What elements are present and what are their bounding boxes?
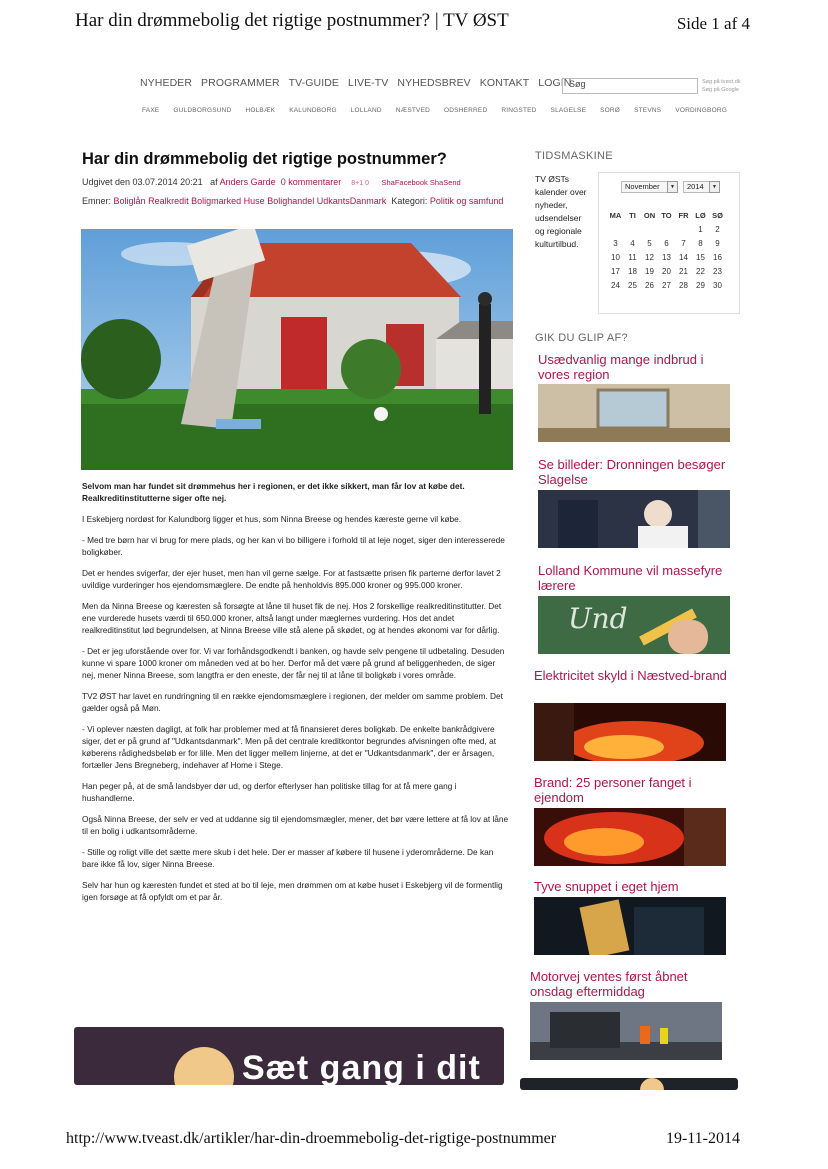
calendar-day[interactable]: 4 [630,239,635,248]
topic-link-boligmarked[interactable]: Boligmarked [191,196,242,206]
building-fire-photo [534,808,726,866]
author-link[interactable]: Anders Garde [219,177,276,187]
category-link[interactable]: Politik og samfund [429,196,504,206]
calendar-day[interactable]: 23 [713,267,722,276]
month-dropdown-icon[interactable]: ▼ [667,181,678,193]
time-machine-title: TIDSMASKINE [535,150,613,162]
article-paragraph: TV2 ØST har lavet en rundringning til en række ejendomsmæglere i regionen, der melder om samme problem. Det gælder også på Møn. [82,691,503,713]
news-link[interactable]: Tyve snuppet i eget hjem [534,879,679,894]
topic-link-boliglan[interactable]: Boliglån [113,196,146,206]
chalk-text: Und [568,602,628,635]
police-badge-photo [534,897,726,955]
region-item-stevns[interactable]: STEVNS [634,107,662,114]
hand-icon [668,620,708,654]
topics-label: Emner: [82,196,112,206]
nav-item-nyhedsbrev[interactable]: NYHEDSBREV [397,77,471,89]
news-thumbnail[interactable] [534,703,726,761]
region-nav [142,107,727,114]
weekday-header: ON [643,211,656,220]
calendar-day[interactable]: 18 [628,267,637,276]
month-select[interactable]: November [621,181,671,193]
weekday-header: LØ [695,211,706,220]
calendar-day[interactable]: 21 [679,267,688,276]
article-paragraph: - Stille og roligt ville det sætte mere skub i det hele. Der er masser af købere til husene i yderområderne. De kan bare ikke få lov, siger Ninna Breese. [82,847,494,869]
news-link[interactable]: Lolland Kommune vil massefyre lærere [538,563,723,593]
calendar-day[interactable]: 25 [628,281,637,290]
missed-title: GIK DU GLIP AF? [535,332,628,344]
region-item-naestved[interactable]: NÆSTVED [395,107,431,114]
print-url: http://www.tveast.dk/artikler/har-din-droemmebolig-det-rigtige-postnummer [66,1130,557,1147]
calendar-day[interactable]: 22 [696,267,705,276]
calendar-day[interactable]: 26 [645,281,654,290]
calendar-day[interactable]: 19 [645,267,654,276]
region-item-ringsted[interactable]: RINGSTED [501,107,537,114]
year-select[interactable]: 2014 [683,181,713,193]
calendar-day[interactable]: 1 [698,225,703,234]
print-header-title: Har din drømmebolig det rigtige postnummer? | TV ØST [75,10,509,31]
weekday-header: TI [629,211,636,220]
article-lead: Selvom man har fundet sit drømmehus her i regionen, er det ikke sikkert, man får lov at købe det. Realkreditinstitutterne siger ofte nej. [82,481,465,503]
article-body [82,480,510,912]
calendar-day[interactable]: 28 [679,281,688,290]
calendar-day[interactable]: 13 [662,253,671,262]
calendar-empty-cell [607,225,624,234]
print-date: 19-11-2014 [665,1130,740,1147]
window-photo [538,384,730,442]
nav-item-nyheder[interactable]: NYHEDER [140,77,193,89]
article-hero-image [81,229,513,470]
calendar-empty-cell [675,225,692,234]
region-item-kalundborg[interactable]: KALUNDBORG [289,107,337,114]
calendar-empty-cell [658,225,675,234]
nav-item-tv-guide[interactable]: TV-GUIDE [288,77,340,89]
article-paragraph: Men da Ninna Breese og kæresten så forsøgte at låne til huset fik de nej. Hos 2 forskellige realkreditinstitutter. Det ene vurderede husets værdi til 650.000 kroner, altså langt under mæglernes vurdering. Hos det andet realkreditinstitut lød begrundelsen, at Ninna Breese ville stå alene på skødet, og at hendes økonomi var for dårlig. [82,601,502,635]
calendar-day[interactable]: 30 [713,281,722,290]
news-thumbnail[interactable] [538,384,730,442]
calendar-day[interactable]: 8 [698,239,703,248]
region-item-holbaek[interactable]: HOLBÆK [245,107,276,114]
calendar-day[interactable]: 9 [715,239,720,248]
news-thumbnail[interactable] [538,490,730,548]
calendar-day[interactable]: 5 [647,239,652,248]
region-item-slagelse[interactable]: SLAGELSE [550,107,587,114]
weekday-header: SØ [712,211,723,220]
article-paragraph: I Eskebjerg nordøst for Kalundborg ligger et hus, som Ninna Breese og hendes kæreste gerne vil købe. [82,514,462,524]
share-buttons[interactable]: ShaFacebook ShaSend [381,178,461,187]
topic-link-realkredit[interactable]: Realkredit [148,196,189,206]
article-paragraph: Selv har hun og kæresten fundet et sted at bo til leje, men drømmen om at købe huset i Eskebjerg vil de formentlig igen forsøge at få opfyldt om et par år. [82,880,503,902]
news-thumbnail[interactable] [534,897,726,955]
calendar-grid [607,211,726,290]
print-page-number: Side 1 af 4 [676,14,750,33]
news-link[interactable]: Elektricitet skyld i Næstved-brand [534,668,727,683]
news-link[interactable]: Motorvej ventes først åbnet onsdag eftermiddag [530,969,688,999]
calendar-day[interactable]: 17 [611,267,620,276]
region-item-odsherred[interactable]: ODSHERRED [444,107,488,114]
weekday-header: TO [661,211,672,220]
article-paragraph: - Det er jeg uforstående over for. Vi var forhåndsgodkendt i banken, og havde selv pengene til udbetaling. Desuden kunne vi spare 1000 kroner om måneden ved at bo her. Derfor må det være på grund af beliggenheden, de siger nej, mener Ninna Breese, som langtfra er den eneste, der får nej til at låne til boligkøb i vores område. [82,646,505,680]
search-option-site[interactable]: Søg på tvøst.dk [702,79,741,85]
region-item-faxe[interactable]: FAXE [142,107,160,114]
article-paragraph: - Med tre børn har vi brug for mere plads, og her kan vi bo billigere i forhold til at leje noget, siger den interesserede boligkøber. [82,535,505,557]
calendar-day[interactable]: 7 [681,239,686,248]
article-meta [82,177,522,187]
news-link[interactable]: Usædvanlig mange indbrud i vores region [538,352,704,382]
search-input[interactable]: Søg [562,78,698,94]
topic-link-huse[interactable]: Huse [243,196,265,206]
ad-banner[interactable] [74,1027,504,1085]
article-title: Har din drømmebolig det rigtige postnummer? [82,150,447,168]
article-topics [82,195,522,207]
calendar-day[interactable]: 20 [662,267,671,276]
main-nav [140,77,571,89]
house-illustration [81,229,513,470]
calendar-day[interactable]: 29 [696,281,705,290]
topic-link-bolighandel[interactable]: Bolighandel [267,196,315,206]
category-label: Kategori: [391,196,428,206]
region-item-lolland[interactable]: LOLLAND [350,107,382,114]
by-label: af [210,177,218,187]
calendar-empty-cell [624,225,641,234]
weekday-header: FR [678,211,689,220]
calendar-day[interactable]: 3 [613,239,618,248]
calendar-day[interactable]: 24 [611,281,620,290]
news-link[interactable]: Se billeder: Dronningen besøger Slagelse [538,457,726,487]
article-paragraph: - Vi oplever næsten dagligt, at folk har problemer med at få finansieret deres boligkøb. De enkelte bankrådgivere siger, det er på grund af "Udkantsdanmark". Men på det centrale kreditkontor begrundes afvisningen ofte med, at køberens rådighedsbeløb er for lille. Men det ligger mellem linjerne, at det er "Udkantsdanmark", der er årsagen, fortæller Jens Bregneberg, indehaver af Home i Stege. [82,724,497,770]
calendar-day[interactable]: 10 [611,253,620,262]
nav-item-kontakt[interactable]: KONTAKT [479,77,530,89]
calendar-day[interactable]: 2 [715,225,720,234]
calendar-day[interactable]: 16 [713,253,722,262]
search-options [702,78,741,94]
comments-link[interactable]: 0 kommentarer [280,177,342,187]
queen-photo [538,490,730,548]
region-item-guldborgsund[interactable]: GULDBORGSUND [173,107,232,114]
region-item-vordingborg[interactable]: VORDINGBORG [675,107,727,114]
news-thumbnail[interactable] [530,1002,722,1060]
nav-item-login[interactable]: LOGIN [538,77,572,89]
topic-link-udkantsdanmark[interactable]: UdkantsDanmark [316,196,387,206]
calendar-day[interactable]: 27 [662,281,671,290]
sidebar-bottom-banner[interactable] [520,1078,738,1090]
fire-photo [534,703,726,761]
news-link[interactable]: Brand: 25 personer fanget i ejendom [534,775,692,805]
motorway-photo [530,1002,722,1060]
time-machine-description: TV ØSTs kalender over nyheder, udsendelser og regionale kulturtilbud. [535,174,587,249]
search-option-google[interactable]: Søg på Google [702,87,739,93]
banner-person-image [640,1078,664,1090]
calendar-day[interactable]: 6 [664,239,669,248]
ad-person-image [174,1047,234,1085]
calendar-day[interactable]: 15 [696,253,705,262]
article-paragraph: Det er hendes svigerfar, der ejer huset, men han vil gerne sælge. For at fastsætte prisen fik parterne derfor lavet 2 uvildige vurderinger hos ejendomsmæglere. De endte på henholdvis 895.000 kroner og 995.000 kroner. [82,568,501,590]
calendar-day[interactable]: 14 [679,253,688,262]
nav-item-programmer[interactable]: PROGRAMMER [201,77,280,89]
calendar-widget [598,172,740,314]
social-count[interactable]: 8+1 0 [351,180,369,187]
calendar-day[interactable]: 12 [645,253,654,262]
calendar-empty-cell [641,225,658,234]
nav-item-live-tv[interactable]: LIVE-TV [348,77,389,89]
published-date: Udgivet den 03.07.2014 20:21 [82,177,203,187]
ad-text: Sæt gang i dit [242,1049,481,1085]
news-thumbnail[interactable] [534,808,726,866]
article-paragraph: Også Ninna Breese, der selv er ved at uddanne sig til ejendomsmægler, mener, det bør være lettere at få lov at låne til en bolig i udkantsområderne. [82,814,509,836]
news-thumbnail[interactable] [538,596,730,654]
calendar-day[interactable]: 11 [628,253,637,262]
weekday-header: MA [609,211,622,220]
article-paragraph: Han peger på, at de små landsbyer dør ud, og derfor efterlyser han politiske tillag for at få mere gang i hushandlerne. [82,781,457,803]
region-item-soro[interactable]: SORØ [600,107,621,114]
year-dropdown-icon[interactable]: ▼ [709,181,720,193]
